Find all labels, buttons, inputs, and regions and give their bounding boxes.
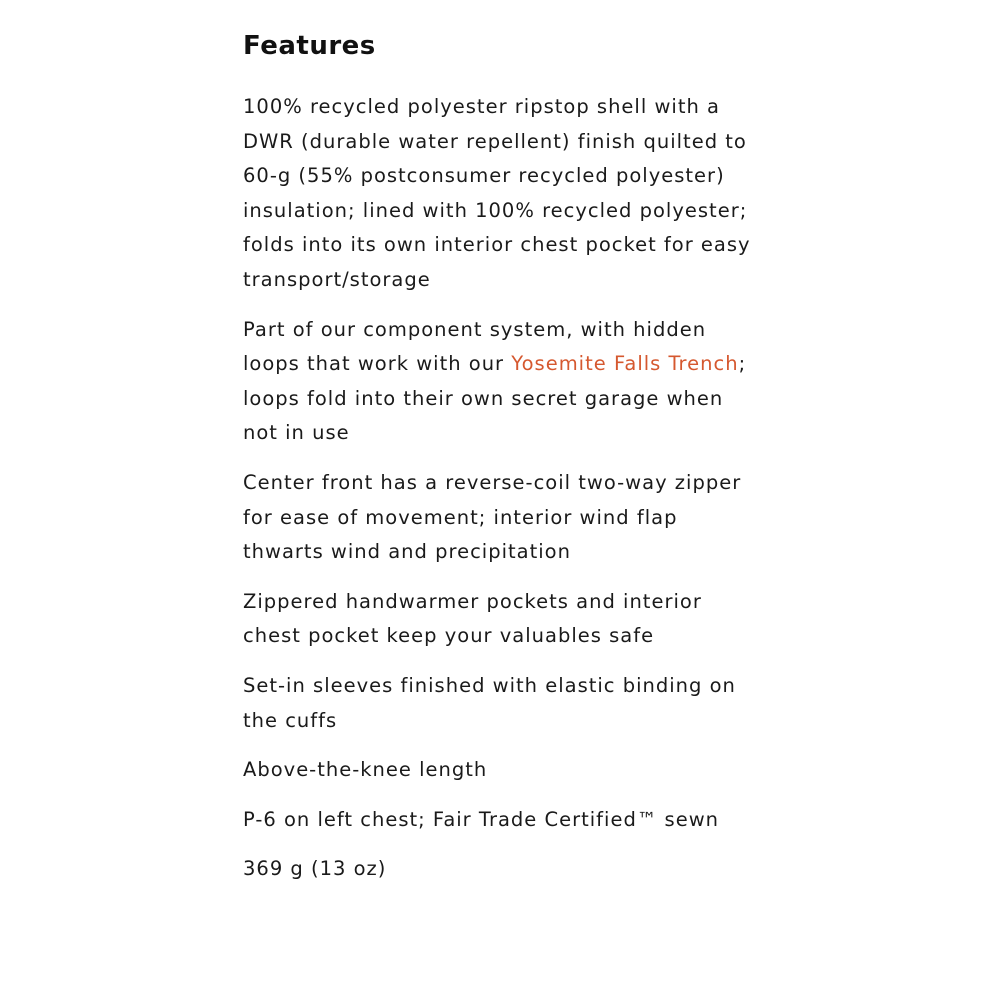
feature-item-component-system [243,313,763,451]
feature-item-pockets: Zippered handwarmer pockets and interior chest pocket keep your valuables safe [243,589,702,648]
feature-item-center-front-zipper: Center front has a reverse-coil two-way zipper for ease of movement; interior wind flap thwarts wind and precipitation [243,470,742,564]
feature-text-after-link: ; loops fold into their own secret garage when not in use [243,352,747,445]
feature-text-before-link: Part of our component system, with hidden loops that work with our [243,317,707,376]
features-section [243,28,763,902]
features-heading: Features [243,31,376,61]
feature-list [243,90,763,887]
feature-item-sleeves: Set-in sleeves finished with elastic binding on the cuffs [243,673,736,732]
feature-item-p6-fair-trade: P-6 on left chest; Fair Trade Certified™ sewn [243,807,719,831]
feature-item-weight: 369 g (13 oz) [243,857,387,881]
feature-item-shell: 100% recycled polyester ripstop shell with a DWR (durable water repellent) finish quilted to 60-g (55% postconsumer recycled polyester) insulation; lined with 100% recycled polyester; folds into its own interior chest pocket for easy transport/storage [243,95,751,291]
feature-item-length: Above-the-knee length [243,758,488,782]
yosemite-falls-trench-link[interactable]: Yosemite Falls Trench [511,352,739,376]
